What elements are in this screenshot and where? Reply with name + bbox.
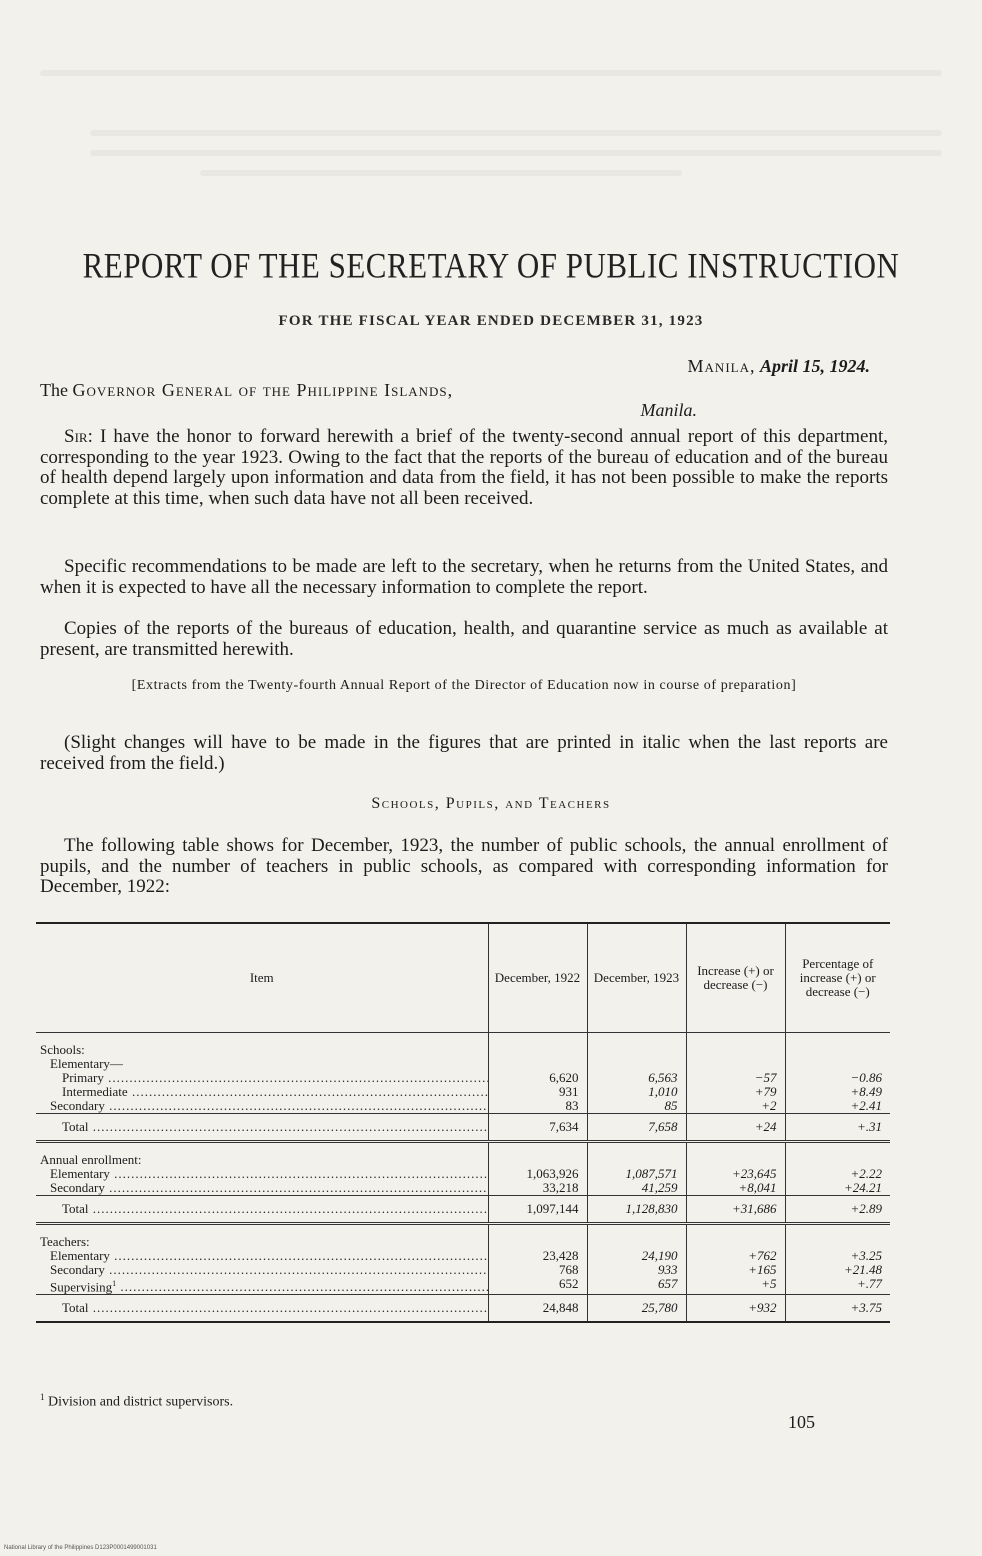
table-cell: 931 [488, 1085, 587, 1099]
extracts-note: [Extracts from the Twenty-fourth Annual Report of the Director of Education now in course of preparation] [131, 678, 797, 693]
addressee [40, 380, 453, 401]
footnote-text: Division and district supervisors. [48, 1394, 234, 1410]
table-cell: 1,087,571 [587, 1167, 686, 1181]
table-row [36, 1099, 890, 1114]
page-number: 105 [788, 1412, 815, 1432]
row-label [36, 1277, 488, 1295]
page-subtitle: FOR THE FISCAL YEAR ENDED DECEMBER 31, 1923 [278, 313, 704, 329]
row-label: Secondary ..... [36, 1263, 488, 1277]
table-cell [587, 1142, 686, 1168]
table-cell: 7,634 [488, 1114, 587, 1142]
column-header: December, 1922 [488, 923, 587, 1033]
table-cell: +8.49 [785, 1085, 890, 1099]
row-label: Primary ..... [36, 1071, 488, 1085]
table-total-row [36, 1114, 890, 1142]
section-heading: Schools, Pupils, and Teachers [371, 795, 611, 812]
paragraph-text: I have the honor to forward herewith a brief of the twenty-second annual report of this department, corresponding to the year 1923. Owing to the fact that the reports of the bureau of education and of the bureau of health depend largely upon information and data from the field, it has not been possible to make the reports complete at this time, when such data have not all been received. [40, 426, 889, 509]
table-group-row [36, 1142, 890, 1168]
table-cell: 1,128,830 [587, 1196, 686, 1224]
table-cell: 1,063,926 [488, 1167, 587, 1181]
group-label: Schools: [40, 1042, 85, 1057]
table-cell [785, 1033, 890, 1058]
table-cell: 33,218 [488, 1181, 587, 1196]
table-cell [488, 1057, 587, 1071]
bleed-through-line [200, 170, 682, 176]
row-label: Elementary ..... [36, 1167, 488, 1181]
footnote-ref: 1 [112, 1279, 117, 1288]
row-label-text: Supervising [50, 1279, 113, 1295]
table-row [36, 1181, 890, 1196]
dateline [688, 356, 870, 377]
total-label: Total ..... [36, 1295, 488, 1323]
total-label: Total ..... [36, 1114, 488, 1142]
table-cell: 768 [488, 1263, 587, 1277]
table-cell: +2.22 [785, 1167, 890, 1181]
table-cell: +165 [686, 1263, 785, 1277]
table-cell: 6,563 [587, 1071, 686, 1085]
table-cell [587, 1224, 686, 1250]
table-cell: 41,259 [587, 1181, 686, 1196]
table-cell: 6,620 [488, 1071, 587, 1085]
table-row [36, 1263, 890, 1277]
row-label: Elementary— [50, 1057, 123, 1071]
table-cell [488, 1033, 587, 1058]
statistics-table [36, 922, 890, 1323]
table-cell: 7,658 [587, 1114, 686, 1142]
table-cell [488, 1142, 587, 1168]
table-cell [488, 1224, 587, 1250]
addressee-name: Governor General of the Philippine Islands, [72, 380, 454, 400]
column-header: Increase (+) or decrease (−) [686, 923, 785, 1033]
table-row [36, 1071, 890, 1085]
table-cell: +31,686 [686, 1196, 785, 1224]
dateline-place: Manila, [687, 356, 756, 376]
table-cell: +2 [686, 1099, 785, 1114]
table-cell: +24.21 [785, 1181, 890, 1196]
group-label: Teachers: [40, 1234, 90, 1249]
body-paragraph: Specific recommendations to be made are left to the secretary, when he returns from the United States, and when it is expected to have all the necessary information to complete the report. [40, 556, 888, 598]
table-cell: 24,848 [488, 1295, 587, 1323]
body-paragraph: Copies of the reports of the bureaus of education, health, and quarantine service as much as available at present, are transmitted herewith. [40, 618, 888, 660]
table-cell [785, 1057, 890, 1071]
table-header-row [36, 923, 890, 1033]
table-intro: The following table shows for December, 1923, the number of public schools, the annual enrollment of pupils, and the number of teachers in public schools, as compared with corresponding information for December, 1922: [40, 835, 888, 897]
statistics-table-wrapper [36, 922, 890, 1323]
archive-stamp: National Library of the Philippines D123P0001499001031 [4, 1545, 157, 1551]
table-cell: 85 [587, 1099, 686, 1114]
row-label: Elementary ..... [36, 1249, 488, 1263]
table-total-row [36, 1196, 890, 1224]
addressee-prefix: The [40, 380, 68, 400]
table-row [36, 1167, 890, 1181]
table-cell: +3.75 [785, 1295, 890, 1323]
salutation: Sir: [64, 426, 93, 447]
table-group-row [36, 1033, 890, 1058]
table-cell: 657 [587, 1277, 686, 1295]
table-total-row [36, 1295, 890, 1323]
bleed-through-line [90, 150, 942, 156]
table-cell [785, 1142, 890, 1168]
table-cell: 933 [587, 1263, 686, 1277]
table-row [36, 1085, 890, 1099]
table-row [36, 1057, 890, 1071]
row-label: Secondary ..... [36, 1181, 488, 1196]
table-cell: +23,645 [686, 1167, 785, 1181]
table-cell [785, 1224, 890, 1250]
table-group-row [36, 1224, 890, 1250]
table-cell: +932 [686, 1295, 785, 1323]
table-cell: 23,428 [488, 1249, 587, 1263]
body-paragraph [40, 427, 888, 509]
table-row [36, 1277, 890, 1295]
bleed-through-line [90, 130, 942, 136]
table-cell: +79 [686, 1085, 785, 1099]
table-cell: 24,190 [587, 1249, 686, 1263]
table-cell: −0.86 [785, 1071, 890, 1085]
table-cell: +8,041 [686, 1181, 785, 1196]
table-cell [587, 1057, 686, 1071]
group-label: Annual enrollment: [40, 1152, 142, 1167]
addressee-city: Manila. [640, 400, 697, 420]
table-cell: +3.25 [785, 1249, 890, 1263]
total-label: Total ..... [36, 1196, 488, 1224]
table-cell: +.77 [785, 1277, 890, 1295]
table-cell: +21.48 [785, 1263, 890, 1277]
table-cell: +24 [686, 1114, 785, 1142]
table-cell: +2.41 [785, 1099, 890, 1114]
table-cell: +762 [686, 1249, 785, 1263]
italic-note: (Slight changes will have to be made in the figures that are printed in italic when the last reports are received from the field.) [40, 732, 888, 774]
table-cell: +5 [686, 1277, 785, 1295]
table-cell: 652 [488, 1277, 587, 1295]
row-label: Secondary ..... [36, 1099, 488, 1114]
table-cell [686, 1224, 785, 1250]
table-cell [587, 1033, 686, 1058]
table-cell: 25,780 [587, 1295, 686, 1323]
column-header: Item [36, 923, 488, 1033]
table-cell: +.31 [785, 1114, 890, 1142]
page-title: REPORT OF THE SECRETARY OF PUBLIC INSTRUCTION [82, 245, 900, 286]
table-cell: 1,097,144 [488, 1196, 587, 1224]
table-cell: +2.89 [785, 1196, 890, 1224]
table-cell: 83 [488, 1099, 587, 1114]
table-cell [686, 1142, 785, 1168]
footnote-mark: 1 [40, 1392, 45, 1402]
table-cell [686, 1057, 785, 1071]
column-header: Percentage of increase (+) or decrease (−) [785, 923, 890, 1033]
row-label: Intermediate ..... [36, 1085, 488, 1099]
table-row [36, 1249, 890, 1263]
table-cell: 1,010 [587, 1085, 686, 1099]
table-cell [686, 1033, 785, 1058]
bleed-through-line [40, 70, 942, 76]
dateline-date: April 15, 1924. [759, 356, 870, 376]
column-header: December, 1923 [587, 923, 686, 1033]
table-cell: −57 [686, 1071, 785, 1085]
footnote [40, 1392, 233, 1411]
